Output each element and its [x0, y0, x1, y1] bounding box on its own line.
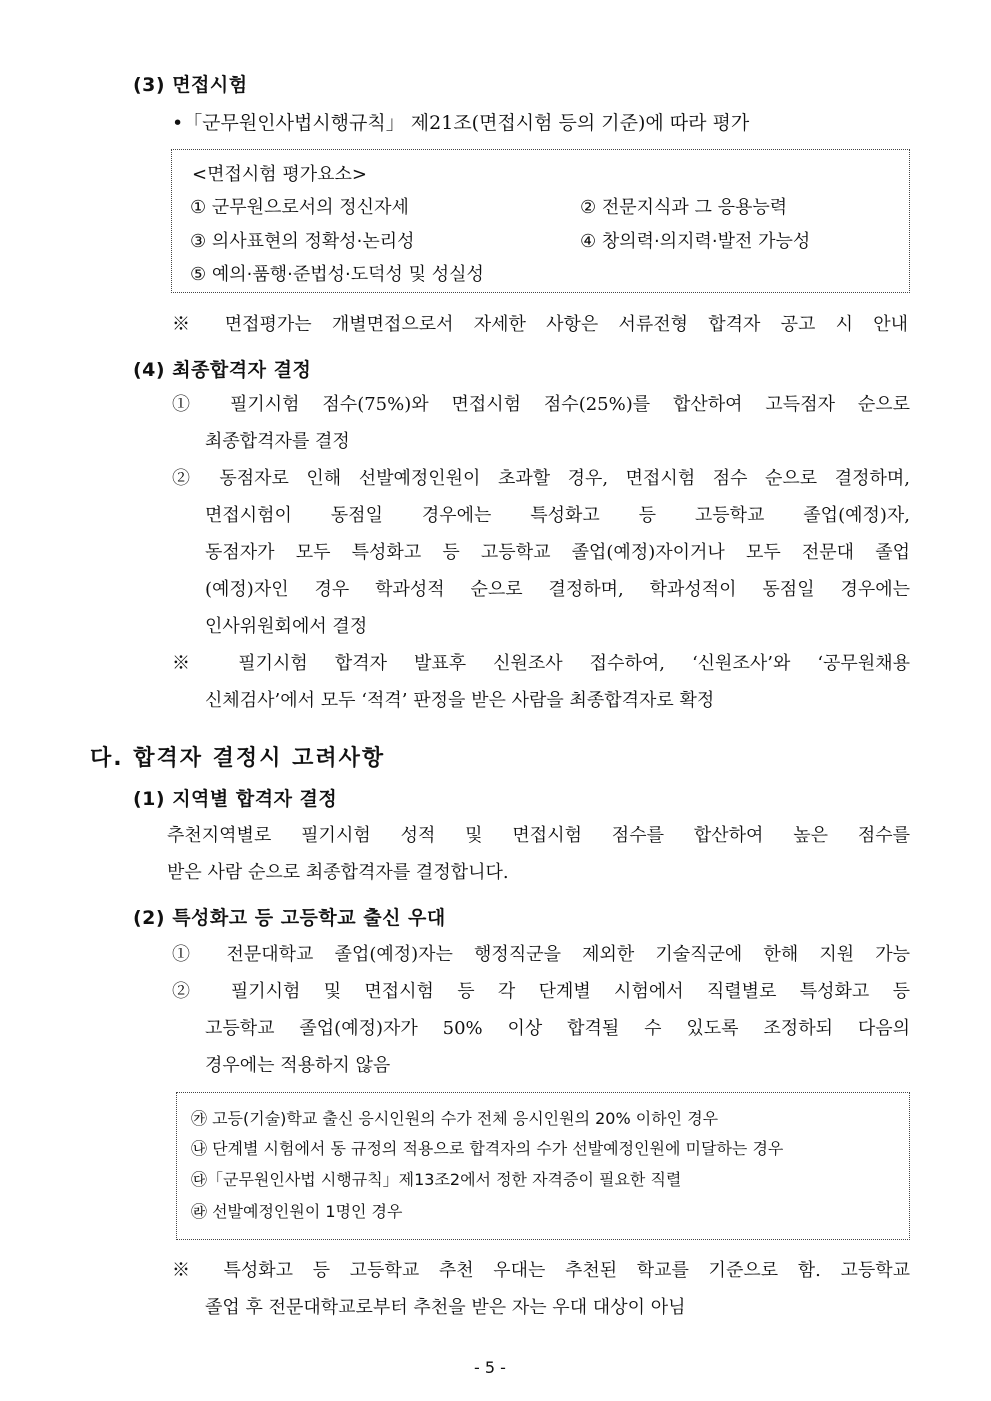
section-4-item-1-line: ① 필기시험 점수(75%)와 면접시험 점수(25%)를 합산하여 고득점자 순으로	[172, 394, 910, 415]
criteria-item: ④ 창의력·의지력·발전 가능성	[580, 231, 811, 252]
section-3-bullet: •「군무원인사법시행규칙」 제21조(면접시험 등의 기준)에 따라 평가	[172, 112, 750, 134]
exception-item: ㉮ 고등(기술)학교 출신 응시인원의 수가 전체 응시인원의 20% 이하인 경우	[191, 1109, 719, 1128]
section-d2-item-2-line: 경우에는 적용하지 않음	[205, 1055, 391, 1076]
section-d2-note-line: 졸업 후 전문대학교로부터 추천을 받은 자는 우대 대상이 아님	[205, 1297, 686, 1318]
section-d2-heading: (2) 특성화고 등 고등학교 출신 우대	[133, 907, 446, 929]
section-4-heading: (4) 최종합격자 결정	[133, 359, 312, 381]
section-4-item-2-line: 인사위원회에서 결정	[205, 616, 368, 637]
exception-item: ㉱ 선발예정인원이 1명인 경우	[191, 1202, 403, 1221]
exception-item: ㉰「군무원인사법 시행규칙」제13조2에서 정한 자격증이 필요한 직렬	[191, 1170, 682, 1189]
criteria-item: ① 군무원으로서의 정신자세	[190, 197, 409, 218]
exception-item: ㉯ 단계별 시험에서 동 규정의 적용으로 합격자의 수가 선발예정인원에 미달하는 경우	[191, 1139, 784, 1158]
section-4-note-line: 신체검사’에서 모두 ‘적격’ 판정을 받은 사람을 최종합격자로 확정	[205, 690, 715, 711]
section-4-note-line: ※ 필기시험 합격자 발표후 신원조사 접수하여, ‘신원조사’와 ‘공무원채용	[172, 653, 910, 674]
criteria-item: ③ 의사표현의 정확성·논리성	[190, 231, 415, 252]
section-4-item-2-line: (예정)자인 경우 학과성적 순으로 결정하며, 학과성적이 동점일 경우에는	[205, 579, 910, 600]
section-d1-line: 추천지역별로 필기시험 성적 및 면접시험 점수를 합산하여 높은 점수를	[167, 825, 910, 846]
section-4-item-2-line: 동점자가 모두 특성화고 등 고등학교 졸업(예정)자이거나 모두 전문대 졸업	[205, 542, 910, 563]
section-d1-heading: (1) 지역별 합격자 결정	[133, 788, 338, 810]
criteria-item: ② 전문지식과 그 응용능력	[580, 197, 788, 218]
criteria-item: ⑤ 예의·품행·준법성·도덕성 및 성실성	[190, 264, 484, 285]
section-d2-item-1: ① 전문대학교 졸업(예정)자는 행정직군을 제외한 기술직군에 한해 지원 가능	[172, 944, 910, 965]
section-d-heading: 다. 합격자 결정시 고려사항	[90, 746, 386, 771]
page-number: - 5 -	[474, 1358, 506, 1377]
section-4-item-2-line: 면접시험이 동점일 경우에는 특성화고 등 고등학교 졸업(예정)자,	[205, 505, 910, 526]
section-3-heading: (3) 면접시험	[133, 74, 248, 96]
section-3-note: ※ 면접평가는 개별면접으로서 자세한 사항은 서류전형 합격자 공고 시 안내	[172, 314, 908, 335]
interview-criteria-title: <면접시험 평가요소>	[192, 164, 367, 185]
section-d2-note-line: ※ 특성화고 등 고등학교 추천 우대는 추천된 학교를 기준으로 함. 고등학교	[172, 1260, 910, 1281]
section-4-item-2-line: ② 동점자로 인해 선발예정인원이 초과할 경우, 면접시험 점수 순으로 결정하며,	[172, 468, 910, 489]
section-d2-item-2-line: ② 필기시험 및 면접시험 등 각 단계별 시험에서 직렬별로 특성화고 등	[172, 981, 910, 1002]
section-4-item-1-line: 최종합격자를 결정	[205, 431, 350, 452]
section-d1-line: 받은 사람 순으로 최종합격자를 결정합니다.	[167, 862, 509, 883]
section-d2-item-2-line: 고등학교 졸업(예정)자가 50% 이상 합격될 수 있도록 조정하되 다음의	[205, 1018, 910, 1039]
